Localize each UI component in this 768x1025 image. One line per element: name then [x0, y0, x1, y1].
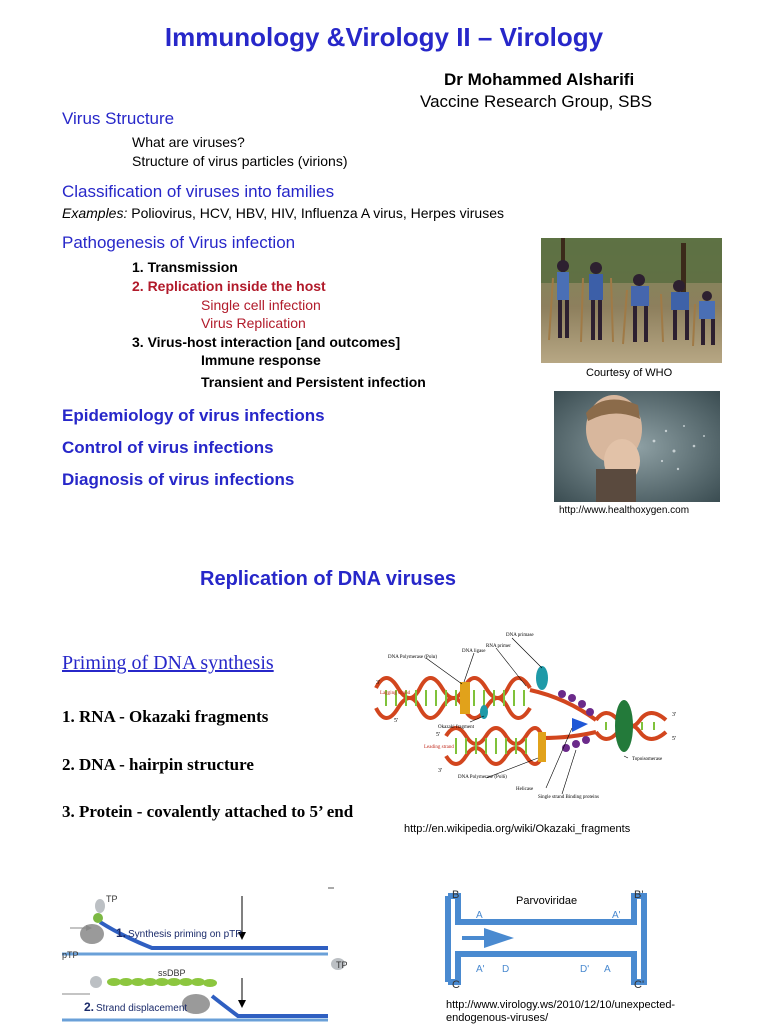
pathogenesis-item-3: 3. Virus-host interaction [and outcomes]	[132, 334, 401, 350]
sneeze-caption: http://www.healthoxygen.com	[559, 505, 690, 516]
label-leading-strand: Leading strand	[424, 745, 454, 750]
end-3-upper: 3'	[376, 680, 381, 686]
label-tp-top: TP	[106, 894, 118, 904]
classification-heading: Classification of viruses into families	[62, 182, 335, 201]
parvo-a-top: A	[476, 910, 483, 921]
page-title: Immunology &Virology II – Virology	[164, 22, 604, 52]
label-rna-primer: RNA primer	[486, 644, 511, 649]
examples-list: Poliovirus, HCV, HBV, HIV, Influenza A virus, Herpes viruses	[127, 205, 504, 221]
step1-label: Synthesis priming on pTP	[128, 929, 242, 940]
virus-structure-item-1: What are viruses?	[132, 134, 245, 150]
parvo-a-prime-top: A'	[612, 910, 621, 921]
label-tp-right: TP	[336, 960, 348, 970]
who-caption: Courtesy of WHO	[586, 367, 673, 379]
classification-examples	[62, 205, 504, 221]
pathogenesis-heading: Pathogenesis of Virus infection	[62, 233, 296, 252]
sneeze-photo	[554, 391, 720, 502]
end-3-right: 3'	[672, 712, 677, 718]
affiliation: Vaccine Research Group, SBS	[420, 92, 653, 111]
priming-item-1: 1. RNA - Okazaki fragments	[62, 707, 269, 726]
step1-number: 1.	[116, 926, 127, 940]
okazaki-fragment-diagram	[366, 628, 688, 820]
parvoviridae-hairpin-diagram	[430, 882, 682, 990]
parvo-caption: http://www.virology.ws/2010/12/10/unexpected-endogenous-viruses/	[446, 999, 676, 1024]
pathogenesis-item-3-sub-1: Immune response	[201, 352, 321, 368]
parvo-d: D	[502, 964, 510, 975]
parvo-a-prime-low: A'	[476, 964, 485, 975]
parvo-title: Parvoviridae	[516, 895, 578, 907]
control-heading: Control of virus infections	[62, 438, 274, 457]
label-topoisomerase: Topoisomerase	[632, 757, 663, 762]
label-lagging-strand: Lagging strand	[380, 691, 411, 696]
label-helicase: Helicase	[516, 787, 534, 792]
parvo-end-b-prime: B'	[634, 889, 644, 901]
end-5-lower: 5'	[436, 732, 441, 738]
step2-number: 2.	[84, 1000, 95, 1014]
virus-structure-item-2: Structure of virus particles (virions)	[132, 153, 348, 169]
end-5-upper: 5'	[394, 718, 399, 724]
step2-label: Strand displacement	[96, 1003, 188, 1014]
parvo-end-c: C	[452, 979, 460, 990]
pathogenesis-item-3-sub-2: Transient and Persistent infection	[201, 374, 426, 390]
priming-item-3: 3. Protein - covalently attached to 5’ end	[62, 802, 354, 821]
priming-item-2: 2. DNA - hairpin structure	[62, 755, 254, 774]
epidemiology-heading: Epidemiology of virus infections	[62, 406, 325, 425]
parvo-d-prime: D'	[580, 964, 590, 975]
label-primase: DNA primase	[506, 633, 534, 638]
who-children-photo	[541, 238, 722, 363]
parvo-end-b: B	[452, 889, 460, 901]
label-ptp: pTP	[62, 950, 79, 960]
label-ligase: DNA ligase	[462, 649, 486, 654]
replication-heading: Replication of DNA viruses	[200, 568, 456, 590]
virus-structure-heading: Virus Structure	[62, 109, 175, 128]
label-polymerase-alpha: DNA Polymerase (Polα)	[388, 655, 438, 660]
examples-label: Examples:	[62, 205, 128, 221]
parvo-end-c-prime: C'	[634, 979, 645, 990]
end-5-right: 5'	[672, 736, 677, 742]
pathogenesis-item-2: 2. Replication inside the host	[132, 278, 326, 294]
okazaki-caption: http://en.wikipedia.org/wiki/Okazaki_fragments	[404, 823, 631, 835]
pathogenesis-item-2-sub-2: Virus Replication	[201, 315, 306, 331]
pathogenesis-item-1: 1. Transmission	[132, 259, 238, 275]
parvo-a-low: A	[604, 964, 611, 975]
protein-priming-diagram	[62, 886, 352, 1024]
pathogenesis-item-2-sub-1: Single cell infection	[201, 297, 321, 313]
diagnosis-heading: Diagnosis of virus infections	[62, 470, 295, 489]
label-polymerase-delta: DNA Polymerase (Polδ)	[458, 775, 507, 780]
priming-heading: Priming of DNA synthesis	[62, 652, 274, 674]
label-ssbp: Single strand Binding proteins	[538, 795, 599, 800]
end-3-lower: 3'	[438, 768, 443, 774]
label-okazaki-fragment: Okazaki fragment	[438, 725, 474, 730]
label-ssdbp: ssDBP	[158, 968, 186, 978]
author-name: Dr Mohammed Alsharifi	[444, 70, 635, 89]
